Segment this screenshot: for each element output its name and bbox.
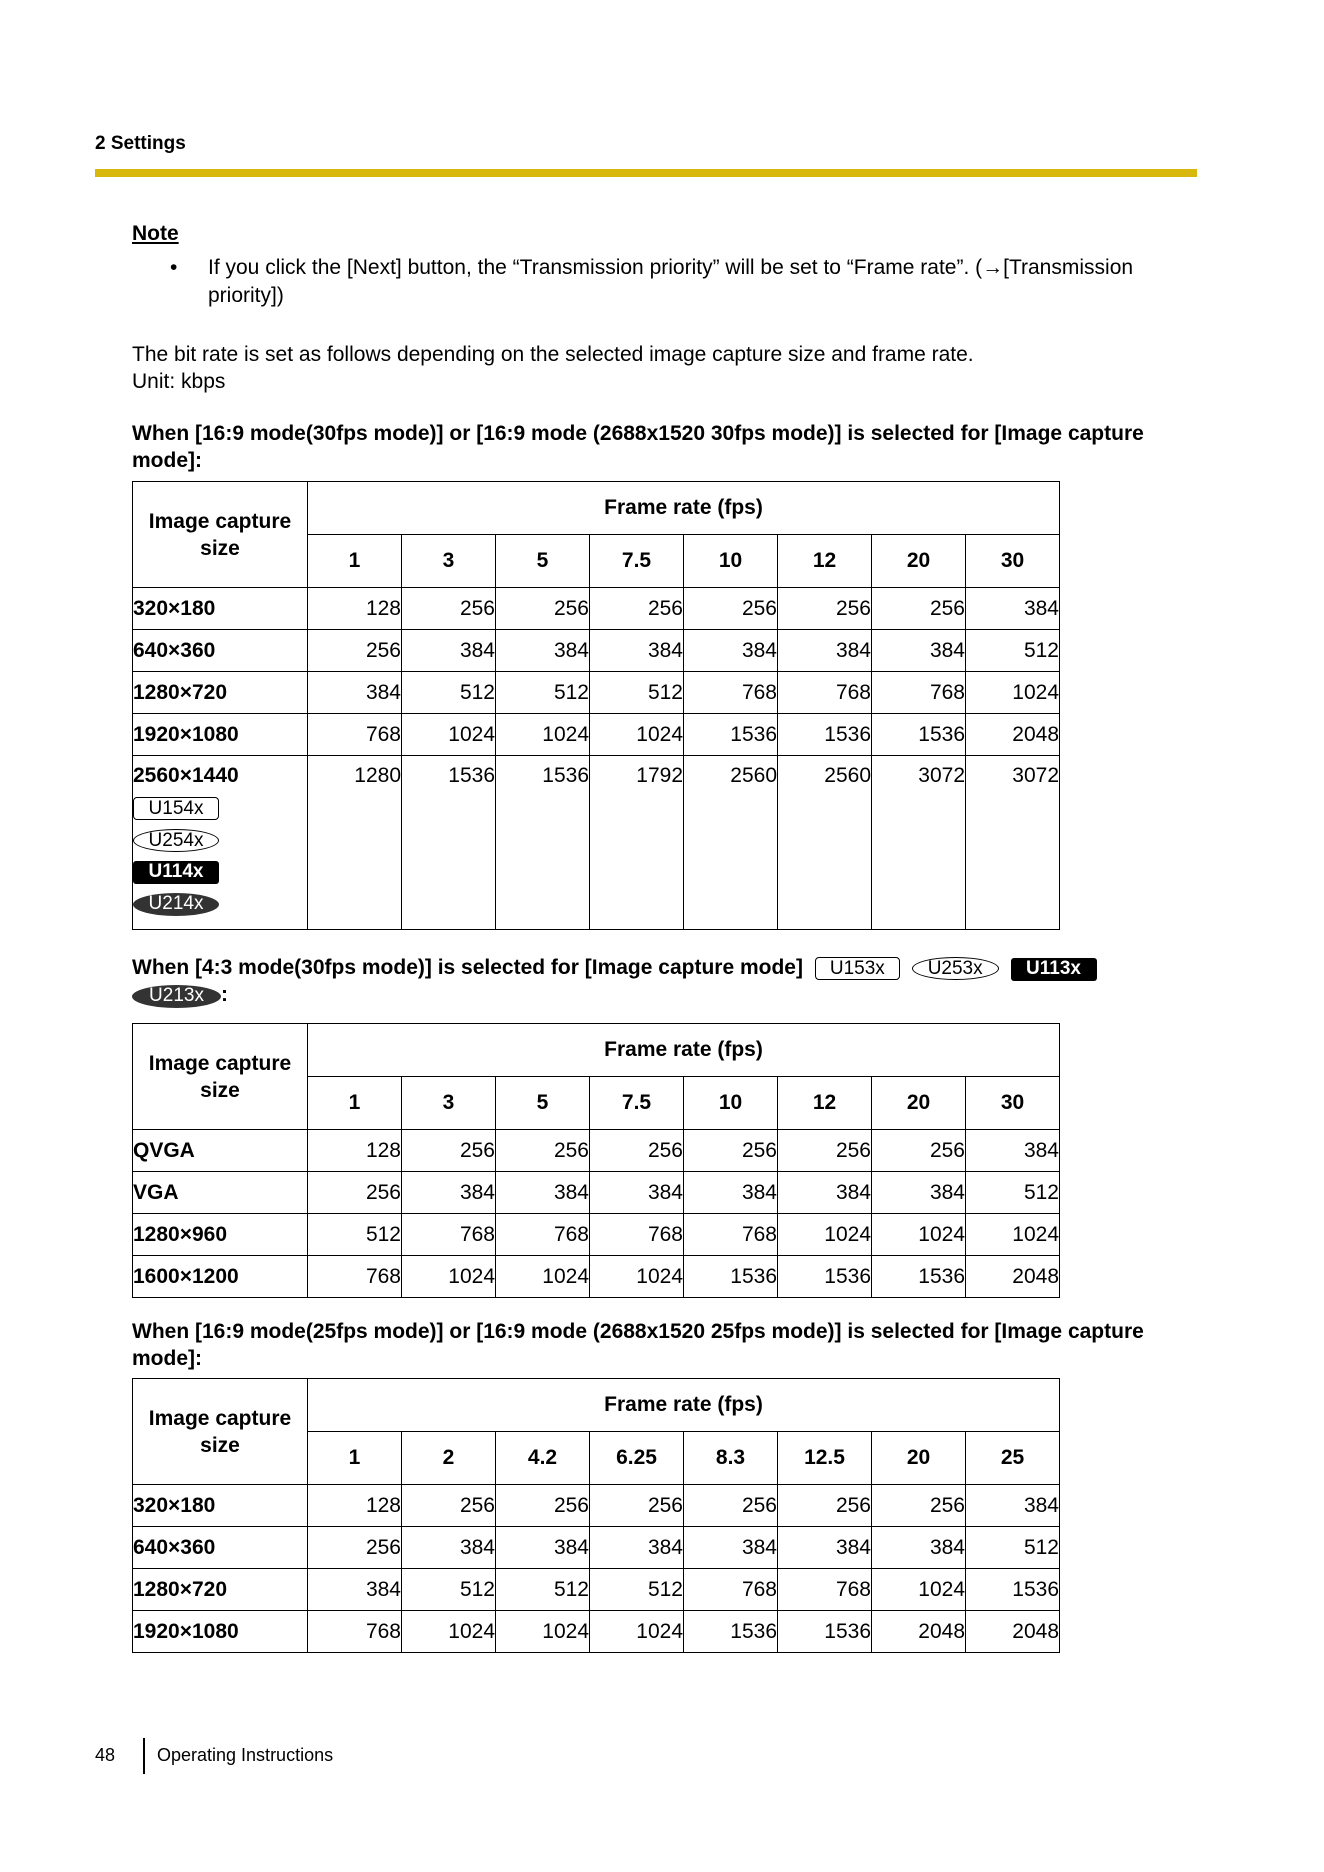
bitrate-cell: 512	[402, 672, 496, 714]
fps-header: 2	[402, 1432, 496, 1485]
bitrate-cell: 1024	[590, 714, 684, 756]
bitrate-cell: 384	[590, 630, 684, 672]
size-column-header: Image capture size	[133, 1379, 308, 1485]
bitrate-cell: 1536	[684, 714, 778, 756]
bitrate-cell: 1792	[590, 756, 684, 930]
bitrate-cell: 256	[496, 588, 590, 630]
bitrate-cell: 1536	[402, 756, 496, 930]
bitrate-cell: 256	[308, 1172, 402, 1214]
fps-header: 5	[496, 1077, 590, 1130]
bitrate-cell: 384	[778, 1527, 872, 1569]
document-title: Operating Instructions	[157, 1745, 334, 1765]
bitrate-cell: 512	[966, 1172, 1060, 1214]
table-row	[133, 756, 1060, 930]
bitrate-cell: 384	[872, 1527, 966, 1569]
model-badge-u154x: U154x	[133, 797, 219, 820]
size-label: 640×360	[133, 630, 308, 672]
bitrate-cell: 256	[402, 1485, 496, 1527]
bitrate-cell: 1024	[402, 714, 496, 756]
bitrate-cell: 384	[778, 1172, 872, 1214]
note-heading: Note	[132, 222, 179, 245]
table-row	[133, 1172, 1060, 1214]
bitrate-cell: 512	[966, 1527, 1060, 1569]
bitrate-cell: 384	[684, 630, 778, 672]
bitrate-cell: 384	[966, 588, 1060, 630]
bitrate-cell: 384	[308, 1569, 402, 1611]
bitrate-cell: 768	[402, 1214, 496, 1256]
bitrate-cell: 384	[402, 1172, 496, 1214]
bitrate-cell: 384	[872, 1172, 966, 1214]
bitrate-cell: 256	[778, 588, 872, 630]
bitrate-cell: 256	[308, 630, 402, 672]
bitrate-cell: 2048	[966, 1256, 1060, 1298]
bitrate-cell: 1536	[684, 1256, 778, 1298]
bitrate-cell: 2560	[684, 756, 778, 930]
header-rule	[95, 169, 1197, 177]
bitrate-cell: 384	[778, 630, 872, 672]
fps-header: 20	[872, 535, 966, 588]
fps-header: 3	[402, 1077, 496, 1130]
table3-heading: When [16:9 mode(25fps mode)] or [16:9 mode (2688x1520 25fps mode)] is selected for [Image capture mode]:	[132, 1320, 1144, 1370]
bitrate-cell: 1024	[872, 1214, 966, 1256]
size-label: 1280×720	[133, 672, 308, 714]
bitrate-cell: 384	[308, 672, 402, 714]
bitrate-cell: 1536	[684, 1611, 778, 1653]
table-row	[133, 1256, 1060, 1298]
bitrate-cell: 256	[590, 1130, 684, 1172]
bitrate-cell: 2048	[872, 1611, 966, 1653]
fps-header: 7.5	[590, 535, 684, 588]
bitrate-cell: 256	[684, 588, 778, 630]
table-row	[133, 1485, 1060, 1527]
bitrate-cell: 384	[590, 1172, 684, 1214]
bitrate-cell: 768	[308, 1611, 402, 1653]
model-badges	[133, 797, 307, 916]
intro-line: The bit rate is set as follows depending on the selected image capture size and frame rate.	[132, 343, 974, 366]
bitrate-cell: 2048	[966, 1611, 1060, 1653]
size-label: 1920×1080	[133, 714, 308, 756]
bitrate-cell: 384	[966, 1485, 1060, 1527]
bitrate-cell: 512	[308, 1214, 402, 1256]
bitrate-cell: 1024	[590, 1611, 684, 1653]
fps-header: 3	[402, 535, 496, 588]
fps-header: 1	[308, 1077, 402, 1130]
bitrate-cell: 384	[496, 1172, 590, 1214]
bitrate-cell: 128	[308, 1485, 402, 1527]
bitrate-cell: 768	[872, 672, 966, 714]
bitrate-cell: 256	[872, 1130, 966, 1172]
bitrate-cell: 1024	[966, 1214, 1060, 1256]
bitrate-cell: 1536	[778, 714, 872, 756]
bitrate-cell: 256	[778, 1485, 872, 1527]
table-row	[133, 630, 1060, 672]
bitrate-cell: 1536	[872, 1256, 966, 1298]
bitrate-cell: 256	[684, 1485, 778, 1527]
bitrate-cell: 1024	[402, 1611, 496, 1653]
bitrate-cell: 256	[496, 1130, 590, 1172]
bitrate-cell: 512	[590, 672, 684, 714]
bitrate-cell: 384	[402, 630, 496, 672]
bitrate-cell: 128	[308, 588, 402, 630]
bitrate-table-16-9-25fps	[132, 1378, 1060, 1653]
size-label-cell	[133, 756, 308, 930]
fps-header: 7.5	[590, 1077, 684, 1130]
size-label: QVGA	[133, 1130, 308, 1172]
frame-rate-header: Frame rate (fps)	[308, 1024, 1060, 1077]
bitrate-cell: 768	[684, 1569, 778, 1611]
bitrate-cell: 512	[966, 630, 1060, 672]
bitrate-cell: 3072	[872, 756, 966, 930]
fps-header: 30	[966, 1077, 1060, 1130]
bitrate-cell: 768	[308, 1256, 402, 1298]
model-badge-u114x: U114x	[133, 861, 219, 884]
size-column-header: Image capture size	[133, 1024, 308, 1130]
bitrate-cell: 384	[496, 1527, 590, 1569]
fps-header: 6.25	[590, 1432, 684, 1485]
bitrate-cell: 768	[496, 1214, 590, 1256]
table2-heading	[132, 953, 1202, 1008]
bitrate-table-4-3-30fps	[132, 1023, 1060, 1298]
fps-header: 10	[684, 535, 778, 588]
fps-header: 12.5	[778, 1432, 872, 1485]
model-badge-u254x: U254x	[133, 829, 219, 852]
bitrate-cell: 1024	[496, 714, 590, 756]
size-label: 1920×1080	[133, 1611, 308, 1653]
model-badge-u214x: U214x	[133, 893, 219, 916]
bitrate-cell: 1536	[966, 1569, 1060, 1611]
bitrate-cell: 128	[308, 1130, 402, 1172]
bitrate-cell: 384	[966, 1130, 1060, 1172]
size-label: 2560×1440	[133, 764, 239, 787]
bitrate-cell: 768	[684, 1214, 778, 1256]
note-text: If you click the [Next] button, the “Transmission priority” will be set to “Frame rate”. (→[Transmission priority])	[208, 256, 1134, 307]
bitrate-cell: 512	[496, 672, 590, 714]
bitrate-cell: 384	[402, 1527, 496, 1569]
bitrate-cell: 2560	[778, 756, 872, 930]
table2-heading-text: When [4:3 mode(30fps mode)] is selected for [Image capture mode]	[132, 956, 803, 979]
fps-header: 1	[308, 535, 402, 588]
fps-header: 4.2	[496, 1432, 590, 1485]
bitrate-cell: 256	[308, 1527, 402, 1569]
fps-header: 30	[966, 535, 1060, 588]
size-label: 320×180	[133, 1485, 308, 1527]
bitrate-cell: 384	[684, 1527, 778, 1569]
bitrate-cell: 768	[778, 672, 872, 714]
frame-rate-header: Frame rate (fps)	[308, 482, 1060, 535]
bitrate-cell: 512	[590, 1569, 684, 1611]
bitrate-cell: 768	[308, 714, 402, 756]
table2-heading-colon: :	[221, 983, 228, 1006]
table-row	[133, 588, 1060, 630]
size-label: VGA	[133, 1172, 308, 1214]
table-row	[133, 1130, 1060, 1172]
bitrate-cell: 256	[778, 1130, 872, 1172]
fps-header: 10	[684, 1077, 778, 1130]
bitrate-cell: 1536	[872, 714, 966, 756]
unit-line: Unit: kbps	[132, 370, 226, 393]
bitrate-cell: 256	[402, 1130, 496, 1172]
table1-heading: When [16:9 mode(30fps mode)] or [16:9 mode (2688x1520 30fps mode)] is selected for [Image capture mode]:	[132, 422, 1144, 472]
table-row	[133, 1611, 1060, 1653]
table-row	[133, 714, 1060, 756]
bitrate-cell: 768	[684, 672, 778, 714]
bitrate-cell: 1536	[778, 1611, 872, 1653]
bitrate-cell: 1280	[308, 756, 402, 930]
size-label: 1600×1200	[133, 1256, 308, 1298]
fps-header: 1	[308, 1432, 402, 1485]
fps-header: 20	[872, 1432, 966, 1485]
fps-header: 25	[966, 1432, 1060, 1485]
size-label: 1280×720	[133, 1569, 308, 1611]
table-row	[133, 1527, 1060, 1569]
intro	[132, 341, 974, 395]
bitrate-cell: 256	[872, 1485, 966, 1527]
bitrate-cell: 1024	[496, 1611, 590, 1653]
bitrate-cell: 256	[872, 588, 966, 630]
bitrate-cell: 1024	[590, 1256, 684, 1298]
bullet-icon: •	[170, 256, 178, 279]
size-label: 320×180	[133, 588, 308, 630]
bitrate-cell: 256	[496, 1485, 590, 1527]
fps-header: 12	[778, 535, 872, 588]
table-row	[133, 672, 1060, 714]
bitrate-cell: 1024	[496, 1256, 590, 1298]
bitrate-cell: 768	[778, 1569, 872, 1611]
bitrate-cell: 1024	[402, 1256, 496, 1298]
bitrate-cell: 384	[496, 630, 590, 672]
bitrate-cell: 1024	[872, 1569, 966, 1611]
bitrate-cell: 768	[590, 1214, 684, 1256]
table-row	[133, 1569, 1060, 1611]
bitrate-cell: 256	[402, 588, 496, 630]
bitrate-cell: 384	[872, 630, 966, 672]
size-column-header: Image capture size	[133, 482, 308, 588]
bitrate-cell: 256	[590, 588, 684, 630]
bitrate-cell: 1024	[966, 672, 1060, 714]
bitrate-cell: 384	[590, 1527, 684, 1569]
bitrate-cell: 512	[402, 1569, 496, 1611]
bitrate-cell: 256	[684, 1130, 778, 1172]
footer-divider	[143, 1738, 145, 1774]
page-number: 48	[95, 1745, 116, 1765]
table-row	[133, 1214, 1060, 1256]
fps-header: 20	[872, 1077, 966, 1130]
fps-header: 8.3	[684, 1432, 778, 1485]
model-badge-u153x: U153x	[815, 957, 900, 980]
section-title: 2 Settings	[95, 133, 186, 154]
fps-header: 12	[778, 1077, 872, 1130]
bitrate-cell: 1024	[778, 1214, 872, 1256]
bitrate-cell: 384	[684, 1172, 778, 1214]
fps-header: 5	[496, 535, 590, 588]
size-label: 1280×960	[133, 1214, 308, 1256]
bitrate-cell: 3072	[966, 756, 1060, 930]
bitrate-cell: 2048	[966, 714, 1060, 756]
bitrate-cell: 512	[496, 1569, 590, 1611]
bitrate-cell: 1536	[778, 1256, 872, 1298]
bitrate-table-16-9-30fps	[132, 481, 1060, 930]
model-badge-u213x: U213x	[132, 985, 221, 1008]
frame-rate-header: Frame rate (fps)	[308, 1379, 1060, 1432]
model-badge-u253x: U253x	[912, 957, 999, 980]
bitrate-cell: 256	[590, 1485, 684, 1527]
model-badge-u113x: U113x	[1011, 958, 1097, 981]
size-label: 640×360	[133, 1527, 308, 1569]
bitrate-cell: 1536	[496, 756, 590, 930]
